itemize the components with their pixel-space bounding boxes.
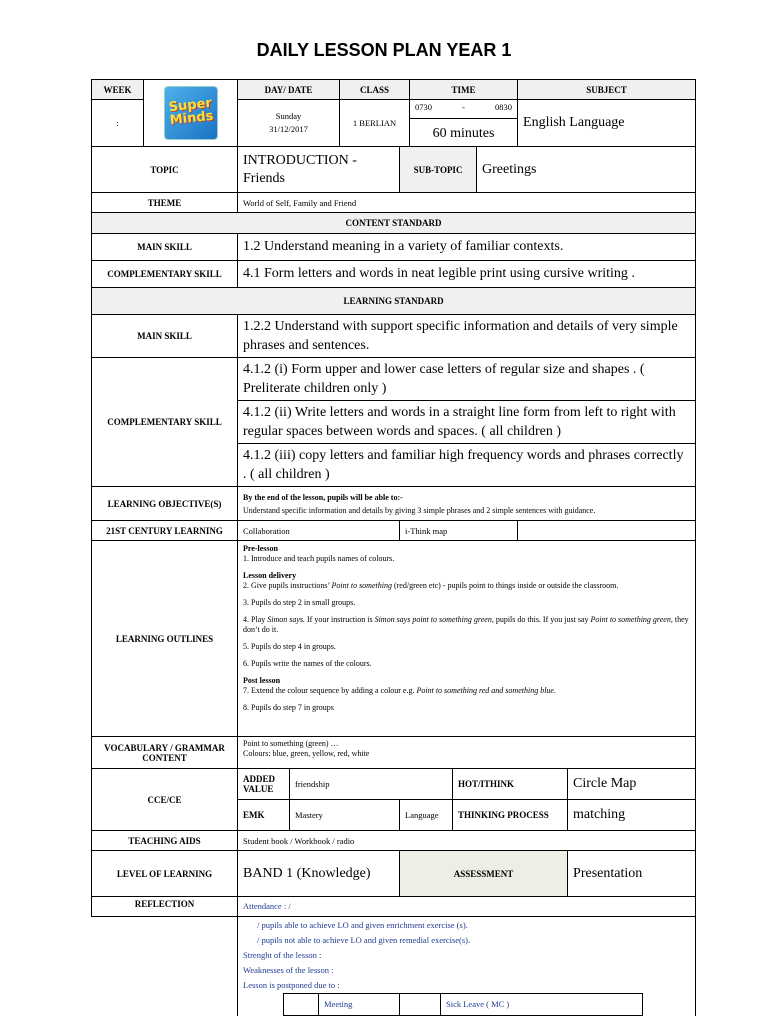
sick-leave-checkbox[interactable] <box>400 994 441 1016</box>
assessment-label: ASSESSMENT <box>400 851 568 897</box>
day-value: Sunday <box>275 111 302 121</box>
outline-step-4: 4. Play Simon says. If your instruction is Simon says point to something green, pupils do this. If you just say Point to something green, they don’t do it. <box>243 615 689 634</box>
attendance: Attendance : / <box>238 897 696 917</box>
cs-comp-skill-row <box>92 261 696 288</box>
lesson-plan-table <box>91 79 696 1016</box>
topic-label: TOPIC <box>92 147 238 193</box>
subject-label: SUBJECT <box>518 80 696 100</box>
theme-value: World of Self, Family and Friend <box>238 193 696 213</box>
vocab-line-2: Colours: blue, green, yellow, red, white <box>243 749 370 758</box>
century-label: 21ST CENTURY LEARNING <box>92 521 238 541</box>
meeting-checkbox[interactable] <box>284 994 319 1016</box>
class-value: 1 BERLIAN <box>340 100 410 147</box>
cs-comp-skill-value: 4.1 Form letters and words in neat legible print using cursive writing . <box>238 261 696 288</box>
ls-main-skill-label: MAIN SKILL <box>92 315 238 358</box>
ls-comp-item-2: 4.1.2 (ii) Write letters and words in a straight line form from left to right with regular spaces between words and spaces. ( all children ) <box>238 401 696 444</box>
pre-lesson-heading: Pre-lesson <box>243 544 278 553</box>
learning-standard-heading-row <box>92 288 696 315</box>
cce-label: CCE/CE <box>92 769 238 831</box>
ls-comp-skill-row-1 <box>92 358 696 401</box>
reflection-label: REFLECTION <box>92 897 238 917</box>
subtopic-value: Greetings <box>477 147 696 193</box>
vocab-line-1: Point to something (green) … <box>243 739 339 748</box>
emk-value-1: Mastery <box>290 800 400 831</box>
subtopic-label: SUB-TOPIC <box>400 147 477 193</box>
century-item-1: Collaboration <box>238 521 400 541</box>
topic-row <box>92 147 696 193</box>
class-label: CLASS <box>340 80 410 100</box>
book-cover-logo: Super Minds <box>165 87 217 139</box>
book-logo-cell <box>144 80 238 147</box>
outline-step-1: 1. Introduce and teach pupils names of colours. <box>243 554 395 563</box>
strength-line: Strenght of the lesson : <box>243 950 322 960</box>
hot-label: HOT/ITHINK <box>453 769 568 800</box>
reflection-content <box>238 917 696 1017</box>
ls-main-skill-row <box>92 315 696 358</box>
content-standard-heading-row <box>92 213 696 234</box>
ls-comp-item-3: 4.1.2 (iii) copy letters and familiar high frequency words and phrases correctly . ( all children ) <box>238 444 696 487</box>
reflection-row <box>92 897 696 917</box>
century-row <box>92 521 696 541</box>
time-separator: - <box>462 102 465 112</box>
theme-label: THEME <box>92 193 238 213</box>
remedial-line: / pupils not able to achieve LO and given remedial exercise(s). <box>257 935 471 945</box>
subject-value: English Language <box>518 100 696 147</box>
postponed-options <box>283 993 643 1016</box>
emk-value-2: Language <box>400 800 453 831</box>
time-label: TIME <box>410 80 518 100</box>
time-range <box>410 100 517 119</box>
century-item-2: i-Think map <box>400 521 518 541</box>
cs-main-skill-label: MAIN SKILL <box>92 234 238 261</box>
learning-standard-heading: LEARNING STANDARD <box>92 288 696 315</box>
objective-row <box>92 487 696 521</box>
vocab-label: VOCABULARY / GRAMMAR CONTENT <box>92 737 238 769</box>
reflection-detail-row <box>92 917 696 1017</box>
assessment-value: Presentation <box>568 851 696 897</box>
post-lesson-heading: Post lesson <box>243 676 281 685</box>
cs-main-skill-value: 1.2 Understand meaning in a variety of familiar contexts. <box>238 234 696 261</box>
header-label-row <box>92 80 696 100</box>
objective-value <box>238 487 696 521</box>
week-label: WEEK <box>92 80 144 100</box>
content-standard-heading: CONTENT STANDARD <box>92 213 696 234</box>
level-value: BAND 1 (Knowledge) <box>238 851 400 897</box>
enrichment-line: / pupils able to achieve LO and given enrichment exercise (s). <box>257 920 468 930</box>
day-date-label: DAY/ DATE <box>238 80 340 100</box>
aids-row <box>92 831 696 851</box>
aids-label: TEACHING AIDS <box>92 831 238 851</box>
century-item-3 <box>518 521 696 541</box>
objective-intro: By the end of the lesson, pupils will be able to:- <box>243 492 403 502</box>
outline-step-2: 2. Give pupils instructions’ Point to something (red/green etc) - pupils point to things inside or outside the classroom. <box>243 581 619 590</box>
added-value-label: ADDED VALUE <box>238 769 290 800</box>
outline-step-3: 3. Pupils do step 2 in small groups. <box>243 598 356 607</box>
outlines-label: LEARNING OUTLINES <box>92 541 238 737</box>
ls-comp-item-1: 4.1.2 (i) Form upper and lower case letters of regular size and shapes . ( Preliterate children only ) <box>238 358 696 401</box>
added-value: friendship <box>290 769 453 800</box>
level-row <box>92 851 696 897</box>
page-title: DAILY LESSON PLAN YEAR 1 <box>256 40 512 60</box>
day-date-value <box>238 100 340 147</box>
thinking-process-value: matching <box>568 800 696 831</box>
outline-step-5: 5. Pupils do step 4 in groups. <box>243 642 336 651</box>
aids-value: Student book / Workbook / radio <box>238 831 696 851</box>
outlines-content <box>238 541 696 737</box>
lesson-delivery-heading: Lesson delivery <box>243 571 297 580</box>
vocab-value <box>238 737 696 769</box>
ls-main-skill-value: 1.2.2 Understand with support specific information and details of very simple phrases and sentences. <box>238 315 696 358</box>
time-value <box>410 100 518 147</box>
outlines-row <box>92 541 696 737</box>
hot-value: Circle Map <box>568 769 696 800</box>
ls-comp-skill-label: COMPLEMENTARY SKILL <box>92 358 238 487</box>
weakness-line: Weaknesses of the lesson : <box>243 965 334 975</box>
meeting-option: Meeting <box>319 994 400 1016</box>
cs-comp-skill-label: COMPLEMENTARY SKILL <box>92 261 238 288</box>
duration: 60 minutes <box>432 126 495 141</box>
vocab-row <box>92 737 696 769</box>
cce-row-1 <box>92 769 696 800</box>
outline-step-8: 8. Pupils do step 7 in groups <box>243 703 334 712</box>
objective-text: Understand specific information and details by giving 3 simple phrases and 2 simple sentences with guidance. <box>243 505 596 515</box>
emk-label: EMK <box>238 800 290 831</box>
postponed-line: Lesson is postponed due to : <box>243 980 340 990</box>
week-value: : <box>92 100 144 147</box>
date-value: 31/12/2017 <box>269 124 308 134</box>
thinking-process-label: THINKING PROCESS <box>453 800 568 831</box>
level-label: LEVEL OF LEARNING <box>92 851 238 897</box>
objective-label: LEARNING OBJECTIVE(S) <box>92 487 238 521</box>
outline-step-7: 7. Extend the colour sequence by adding a colour e.g. Point to something red and something blue. <box>243 686 556 695</box>
cs-main-skill-row <box>92 234 696 261</box>
time-end: 0830 <box>495 102 513 112</box>
topic-value: INTRODUCTION - Friends <box>238 147 400 193</box>
outline-step-6: 6. Pupils write the names of the colours. <box>243 659 372 668</box>
theme-row <box>92 193 696 213</box>
sick-leave-option: Sick Leave ( MC ) <box>441 994 643 1016</box>
time-start: 0730 <box>415 102 433 112</box>
